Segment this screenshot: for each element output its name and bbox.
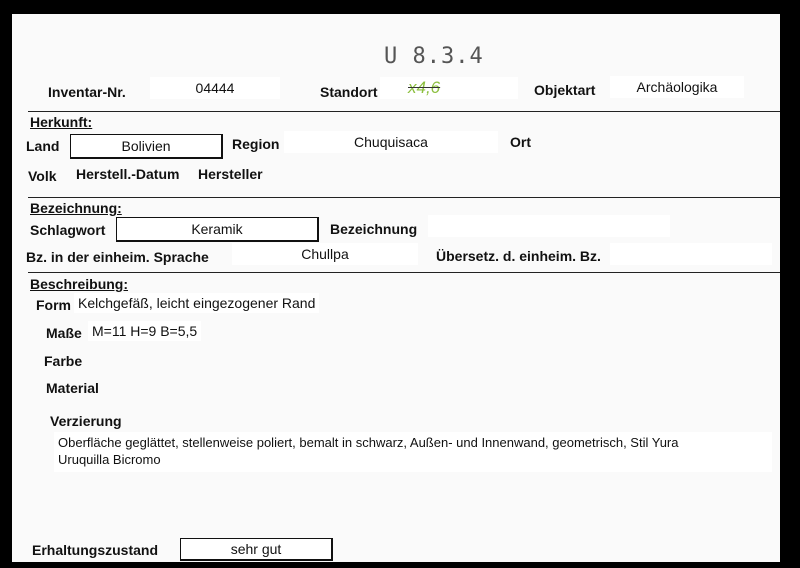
form-field[interactable]: Kelchgefäß, leicht eingezogener Rand — [74, 293, 319, 313]
inventar-label: Inventar-Nr. — [48, 84, 126, 100]
verzierung-line: Oberfläche geglättet, stellenweise poliert, bemalt in schwarz, Außen- und Innenwand, geometrisch, Stil Yura — [58, 435, 679, 450]
masse-field[interactable]: M=11 H=9 B=5,5 — [88, 321, 201, 341]
objektart-field[interactable]: Archäologika — [610, 76, 744, 98]
region-label: Region — [232, 136, 280, 152]
bezeichnung-label: Bezeichnung — [330, 221, 418, 237]
masse-label: Maße — [46, 325, 82, 341]
verzierung-label: Verzierung — [50, 413, 122, 429]
standort-field[interactable] — [380, 77, 518, 99]
einheim-label: Bz. in der einheim. Sprache — [26, 249, 209, 265]
region-field[interactable]: Chuquisaca — [284, 131, 498, 153]
bezeichnung-field[interactable] — [428, 215, 670, 237]
section-divider — [28, 111, 780, 112]
form-label: Form — [36, 297, 71, 313]
schlagwort-field[interactable]: Keramik — [116, 217, 319, 242]
inventory-card — [12, 14, 780, 562]
section-divider — [28, 272, 780, 273]
herstell-datum-label: Herstell.-Datum — [76, 166, 180, 182]
farbe-label: Farbe — [44, 353, 83, 369]
objektart-label: Objektart — [534, 82, 596, 98]
section-divider — [28, 197, 780, 198]
verzierung-field[interactable] — [54, 432, 772, 472]
volk-label: Volk — [28, 168, 57, 184]
ort-label: Ort — [510, 134, 531, 150]
herkunft-heading: Herkunft: — [30, 114, 93, 130]
bezeichnung-heading: Bezeichnung: — [30, 200, 122, 216]
uebersetz-label: Übersetz. d. einheim. Bz. — [436, 248, 601, 264]
handwritten-location: U 8.3.4 — [384, 44, 484, 69]
hersteller-label: Hersteller — [198, 166, 263, 182]
inventar-field[interactable]: 04444 — [150, 77, 280, 99]
material-label: Material — [46, 380, 99, 396]
land-label: Land — [26, 138, 60, 154]
uebersetz-field[interactable] — [610, 243, 772, 265]
beschreibung-heading: Beschreibung: — [30, 276, 129, 292]
erhaltung-label: Erhaltungszustand — [32, 542, 159, 558]
handwritten-old-location: x4,6 — [408, 78, 441, 97]
schlagwort-label: Schlagwort — [30, 222, 106, 238]
land-field[interactable]: Bolivien — [70, 134, 223, 159]
erhaltung-field[interactable]: sehr gut — [180, 538, 333, 561]
einheim-field[interactable]: Chullpa — [232, 243, 418, 265]
standort-label: Standort — [320, 84, 378, 100]
verzierung-line: Uruquilla Bicromo — [58, 452, 161, 467]
